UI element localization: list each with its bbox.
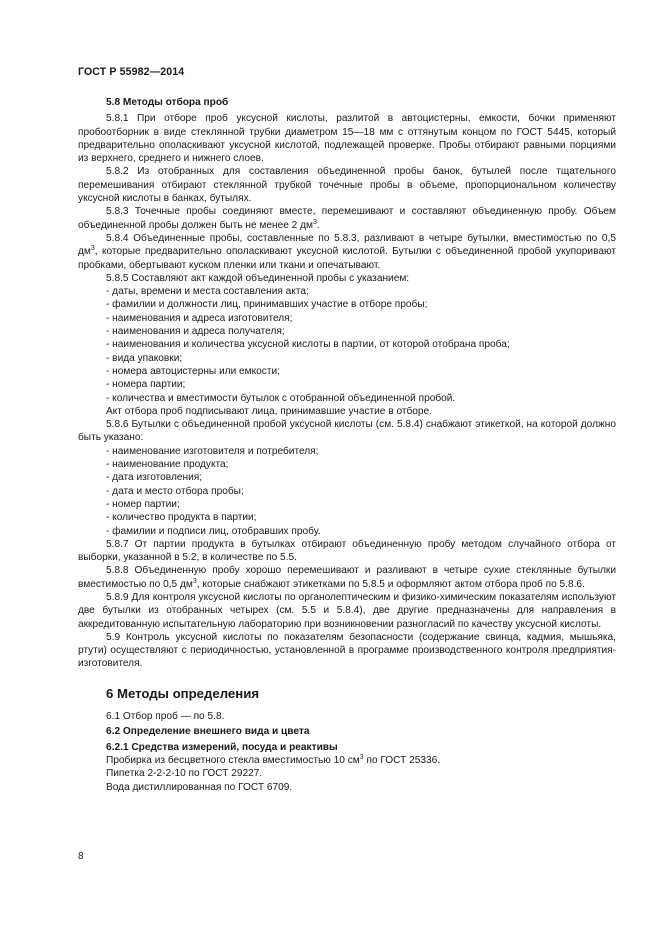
section-heading-6: 6 Методы определения (106, 685, 260, 701)
list-item: - количества и вместимости бутылок с отобранной объединенной пробой. (106, 392, 456, 404)
list-item: - наименования и адреса изготовителя; (106, 312, 293, 324)
paragraph-5-8-8: 5.8.8 Объединенную пробу хорошо перемешивают и разливают в четыре сухие стеклянные бутылки вместимостью по 0,5 $дм^3$, которые снабжают этикетками по 5.8.5 и оформляют актом отбора проб по 5.8.6. (78, 565, 616, 590)
subsection-heading-6-2-1: 6.2.1 Средства измерений, посуда и реактивы (106, 741, 338, 753)
document-header: ГОСТ Р 55982—2014 (78, 66, 185, 78)
paragraph-5-8-6: 5.8.6 Бутылки с объединенной пробой уксусной кислоты (см. 5.8.4) снабжают этикеткой, на которой должно быть указано: (78, 419, 616, 444)
list-item: - вида упаковки; (106, 352, 183, 364)
paragraph-5-8-2: 5.8.2 Из отобранных для составления объединенной пробы банок, бутылей после тщательного перемешивания отбирают стеклянной трубкой точечные пробы в объеме, пропорциональном количеству уксусной кислоты в банках, бутылях. (78, 166, 616, 205)
reagent-item-2: Пипетка 2-2-2-10 по ГОСТ 29227. (106, 768, 263, 780)
list-item: - фамилии и должности лиц, принимавших участие в отборе пробы; (106, 299, 428, 311)
list-item: - наименование продукта; (106, 459, 229, 471)
reagent-item-3: Вода дистиллированная по ГОСТ 6709. (106, 781, 293, 793)
label-list (78, 445, 616, 538)
page-number: 8 (78, 851, 84, 862)
section-heading-5-8: 5.8 Методы отбора проб (106, 97, 229, 108)
paragraph-5-8-7: 5.8.7 От партии продукта в бутылках отбирают объединенную пробу методом случайного отбора от выборки, указанной в 5.2, в количестве по 5.5. (78, 538, 616, 564)
paragraph-5-9: 5.9 Контроль уксусной кислоты по показателям безопасности (содержание свинца, кадмия, мышьяка, ртути) осуществляют с периодичностью, установленной в программе производственного контроля предприятия-изготовителя. (78, 631, 616, 670)
paragraph-5-8-3: 5.8.3 Точечные пробы соединяют вместе, перемешивают и составляют объединенную пробу. Объем объединенной пробы должен быть не менее 2 $дм^3$. (78, 206, 616, 231)
list-item: - наименования и адреса получателя; (106, 326, 285, 338)
subsection-heading-6-2: 6.2 Определение внешнего вида и цвета (106, 726, 310, 738)
reagent-item-1: Пробирка из бесцветного стекла вместимостью 10 $см^3$ по ГОСТ 25336. (106, 753, 441, 766)
paragraph-5-8-5-end: Акт отбора проб подписывают лица, принимавшие участие в отборе. (106, 405, 432, 417)
paragraph-6-1: 6.1 Отбор проб — по 5.8. (106, 711, 225, 723)
list-item: - даты, времени и места составления акта; (106, 286, 309, 298)
list-item: - дата изготовления; (106, 472, 203, 484)
paragraph-5-8-4: 5.8.4 Объединенные пробы, составленные по 5.8.3, разливают в четыре бутылки, вместимостью по 0,5 $дм^3$, которые предварительно ополаскивают уксусной кислотой. Бутылки с объединенной пробой укупоривают пробками, обертывают куском пленки или ткани и опечатывают. (78, 232, 616, 271)
list-item: - наименование изготовителя и потребителя; (106, 445, 319, 457)
act-list (78, 285, 616, 405)
paragraph-5-8-9: 5.8.9 Для контроля уксусной кислоты по органолептическим и физико-химическим показателям используют две бутылки из отобранных четырех (см. 5.5 и 5.8.4), две другие предназначены для направления в аккредитованную испытательную лабораторию при возникновении разногласий по качеству уксусной кислоты. (78, 591, 616, 630)
list-item: - количество продукта в партии; (106, 512, 257, 524)
paragraph-5-8-1: 5.8.1 При отборе проб уксусной кислоты, разлитой в автоцистерны, емкости, бочки применяют пробоотборник в виде стеклянной трубки диаметром 15—18 мм с оттянутым концом по ГОСТ 5445, который предварительно ополаскивают уксусной кислотой, подлежащей проверке. Пробы отбирают равными порциями из верхнего, среднего и нижнего слоев. (78, 113, 616, 165)
list-item: - номер партии; (106, 498, 180, 510)
list-item: - наименования и количества уксусной кислоты в партии, от которой отобрана проба; (106, 339, 510, 351)
list-item: - дата и место отбора пробы; (106, 485, 244, 497)
paragraph-5-8-5: 5.8.5 Составляют акт каждой объединенной пробы с указанием: (106, 272, 410, 284)
list-item: - фамилии и подписи лиц, отобравших пробу. (106, 525, 321, 537)
document-body (78, 96, 616, 794)
list-item: - номера партии; (106, 379, 186, 391)
list-item: - номера автоцистерны или емкости; (106, 365, 280, 377)
